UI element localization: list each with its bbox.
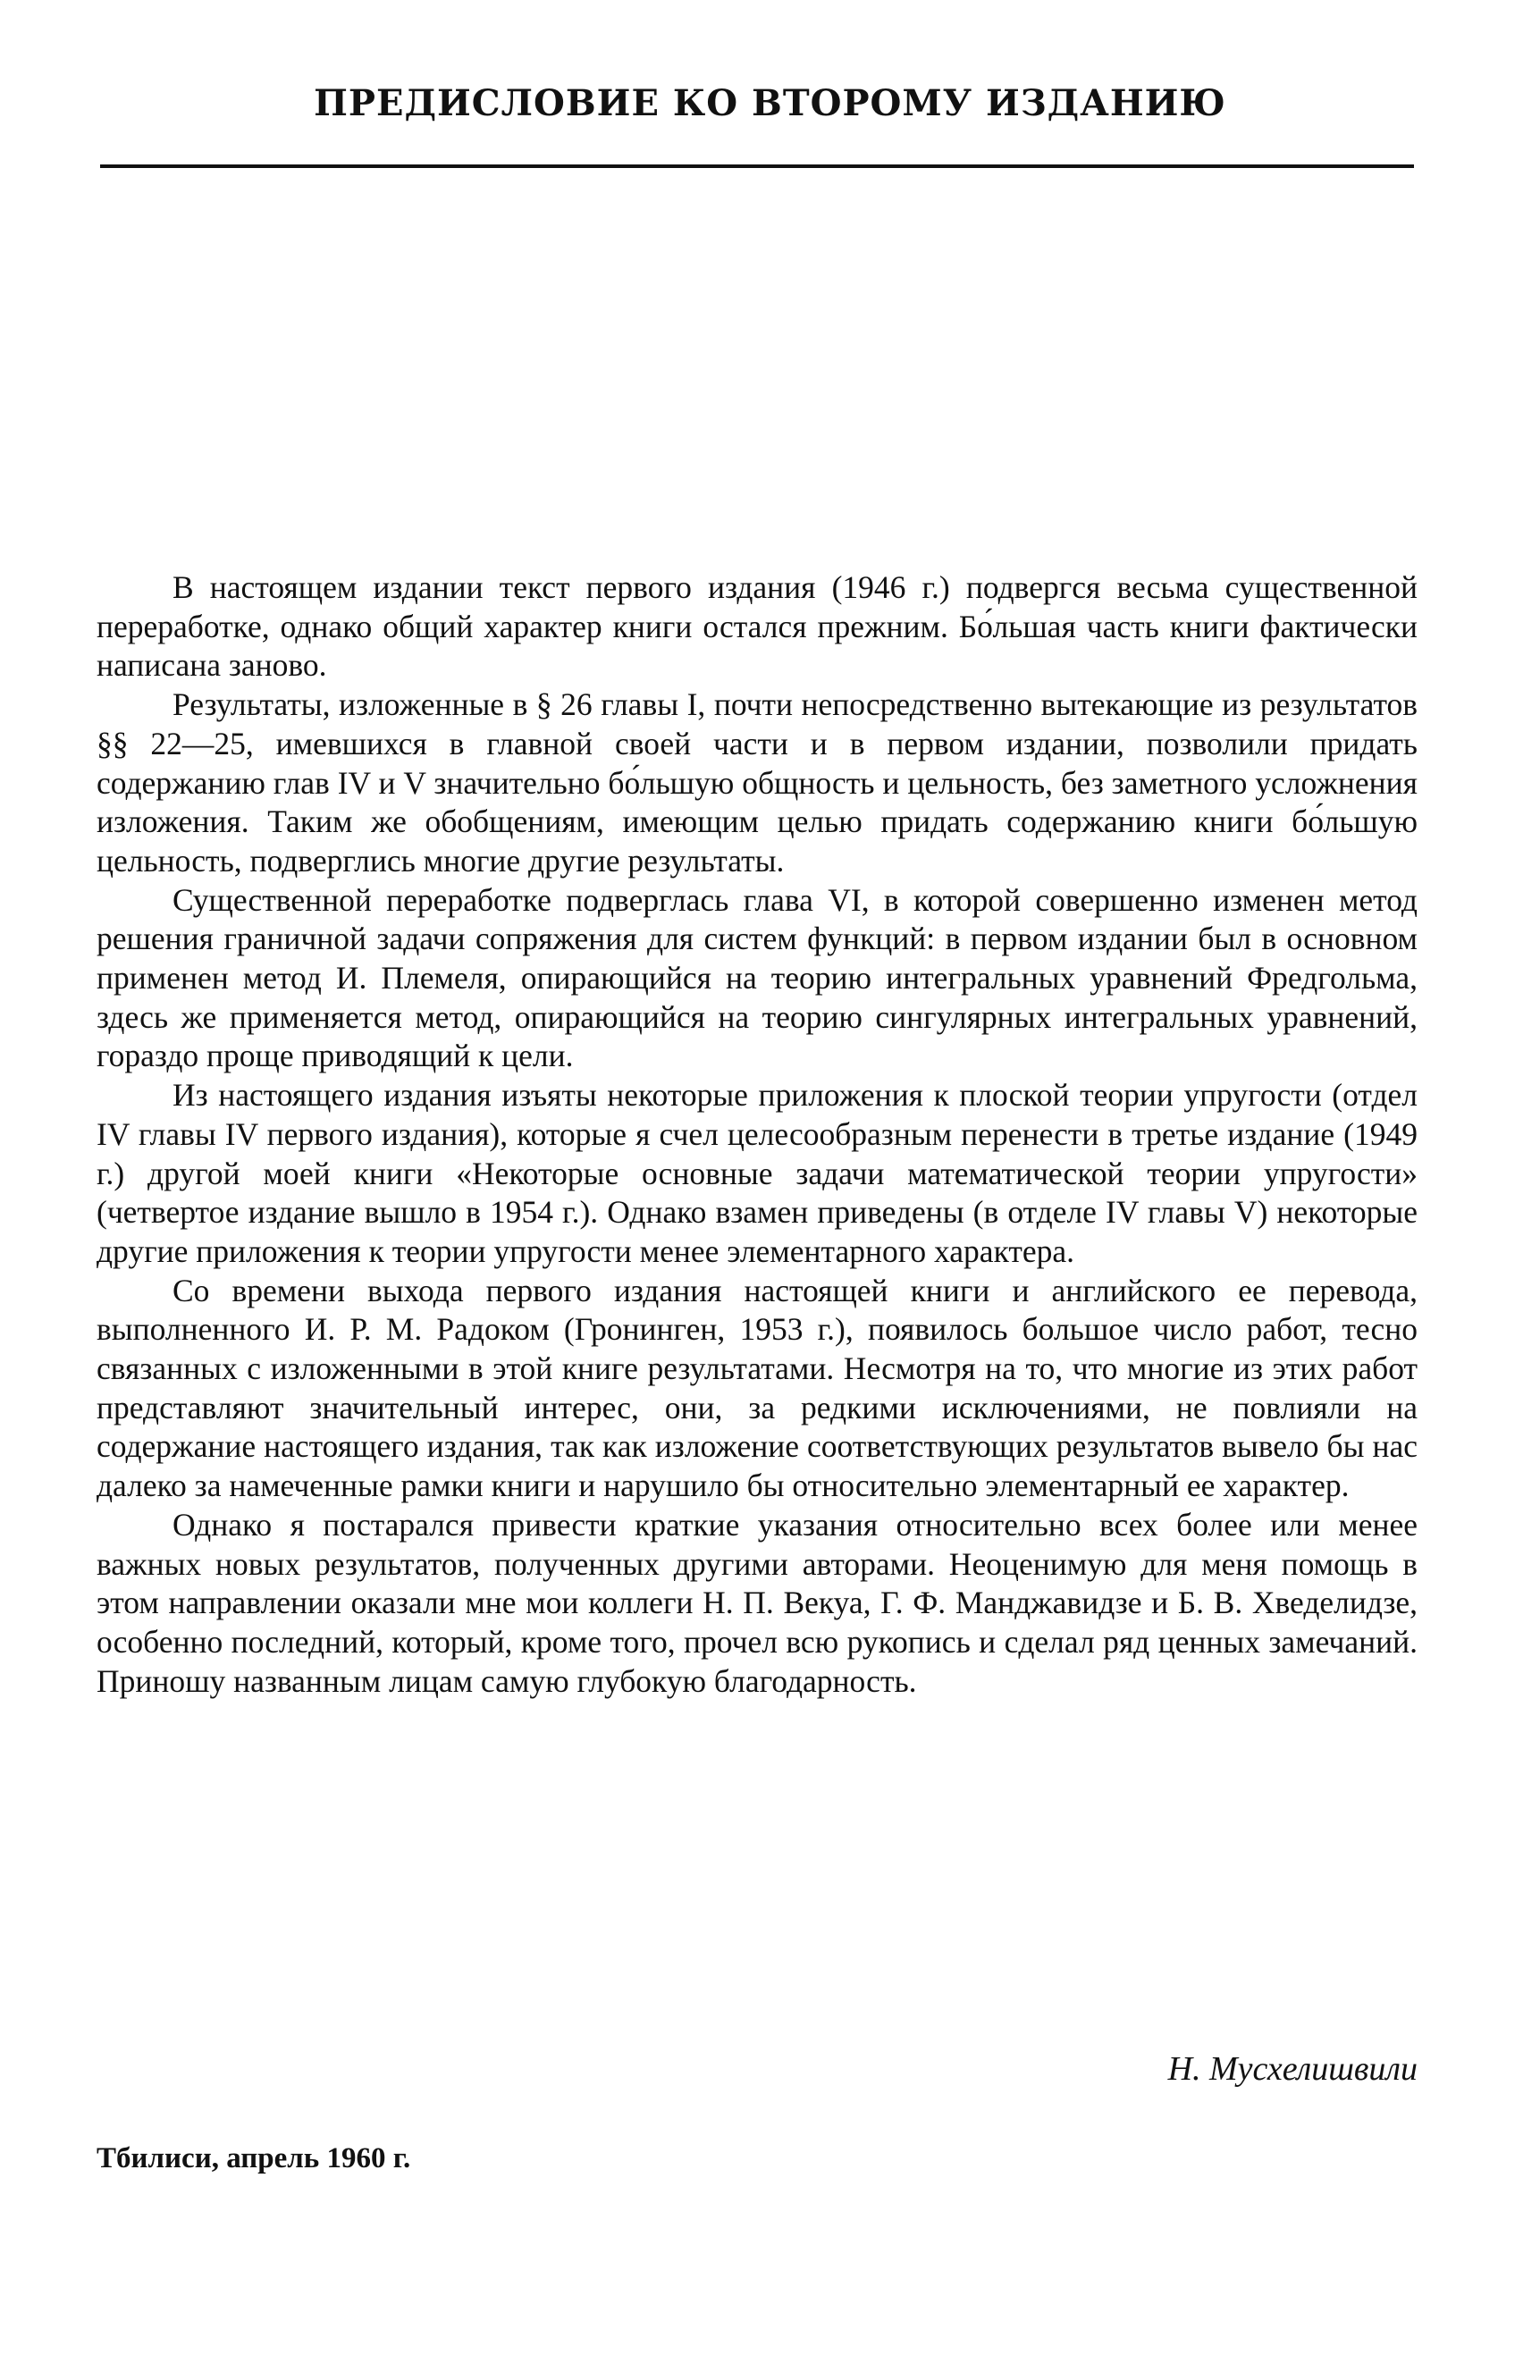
author-signature: Н. Мусхелишвили — [1167, 2050, 1418, 2088]
preface-body — [97, 568, 1418, 1701]
paragraph: Результаты, изложенные в § 26 главы I, почти непосредственно вытекающие из результатов §§ 22—25, имевшихся в главной своей части и в первом издании, позволили придать содержанию глав IV и V значительно бо́льшую общность и цельность, без заметного усложнения изложения. Таким же обобщениям, имеющим целью придать содержанию книги бо́льшую цельность, подверглись многие другие результаты. — [97, 686, 1418, 879]
paragraph: Однако я постарался привести краткие указания относительно всех более или менее важных новых результатов, полученных другими авторами. Неоценимую для меня помощь в этом направлении оказали мне мои коллеги Н. П. Векуа, Г. Ф. Манджавидзе и Б. В. Хведелидзе, особенно последний, который, кроме того, прочел всю рукопись и сделал ряд ценных замечаний. Приношу названным лицам самую глубокую благодарность. — [97, 1506, 1418, 1699]
page-title: ПРЕДИСЛОВИЕ КО ВТОРОМУ ИЗДАНИЮ — [314, 82, 1226, 124]
place-date: Тбилиси, апрель 1960 г. — [97, 2142, 411, 2174]
paragraph: В настоящем издании текст первого издания (1946 г.) подвергся весьма существенной переработке, однако общий характер книги остался прежним. Бо́льшая часть книги фактически написана заново. — [97, 569, 1418, 684]
paragraph: Из настоящего издания изъяты некоторые приложения к плоской теории упругости (отдел IV главы IV первого издания), которые я счел целесообразным перенести в третье издание (1949 г.) другой моей книги «Некоторые основные задачи математической теории упругости» (четвертое издание вышло в 1954 г.). Однако взамен приведены (в отделе IV главы V) некоторые другие приложения к теории упругости менее элементарного характера. — [97, 1077, 1418, 1269]
title-divider — [100, 164, 1414, 168]
paragraph: Со времени выхода первого издания настоящей книги и английского ее перевода, выполненного И. Р. М. Радоком (Гронинген, 1953 г.), появилось большое число работ, тесно связанных с изложенными в этой книге результатами. Несмотря на то, что многие из этих работ представляют значительный интерес, они, за редкими исключениями, не повлияли на содержание настоящего издания, так как изложение соответствующих результатов вывело бы нас далеко за намеченные рамки книги и нарушило бы относительно элементарный ее характер. — [97, 1272, 1418, 1504]
paragraph: Существенной переработке подверглась глава VI, в которой совершенно изменен метод решения граничной задачи сопряжения для систем функций: в первом издании был в основном применен метод И. Племеля, опирающийся на теорию интегральных уравнений Фредгольма, здесь же применяется метод, опирающийся на теорию сингулярных интегральных уравнений, гораздо проще приводящий к цели. — [97, 881, 1418, 1074]
